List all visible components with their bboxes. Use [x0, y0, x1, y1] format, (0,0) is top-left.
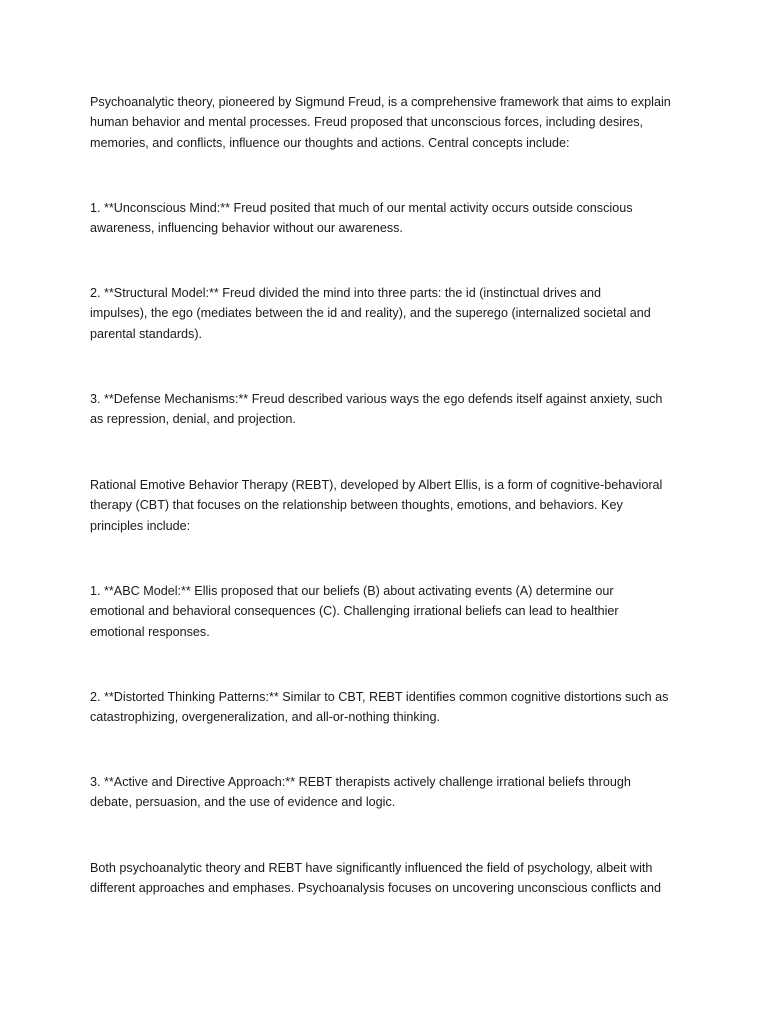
paragraph-unconscious-mind [90, 198, 690, 239]
text-line: emotional and behavioral consequences (C). Challenging irrational beliefs can lead to healthier [90, 604, 619, 619]
text-line: 2. **Structural Model:** Freud divided the mind into three parts: the id (instinctual drives and [90, 286, 602, 300]
text-line: therapy (CBT) that focuses on the relationship between thoughts, emotions, and behaviors. Key [90, 498, 623, 513]
paragraph-rebt-intro [90, 475, 690, 536]
paragraph-conclusion [90, 858, 690, 899]
text-line: 3. **Active and Directive Approach:** REBT therapists actively challenge irrational beliefs through [90, 775, 631, 789]
paragraph-distorted-thinking [90, 687, 690, 728]
paragraph-abc-model [90, 581, 690, 642]
text-line: 3. **Defense Mechanisms:** Freud described various ways the ego defends itself against anxiety, such [90, 392, 663, 406]
text-line: debate, persuasion, and the use of evidence and logic. [90, 795, 396, 810]
paragraph-active-directive [90, 772, 690, 813]
paragraph-structural-model [90, 283, 690, 344]
text-line: awareness, influencing behavior without our awareness. [90, 221, 403, 236]
text-line: different approaches and emphases. Psychoanalysis focuses on uncovering unconscious conflicts and [90, 881, 662, 896]
text-line: parental standards). [90, 326, 203, 341]
text-line: Rational Emotive Behavior Therapy (REBT), developed by Albert Ellis, is a form of cognitive-behavioral [90, 478, 663, 492]
text-line: Psychoanalytic theory, pioneered by Sigmund Freud, is a comprehensive framework that aims to explain [90, 95, 671, 109]
paragraph-psychoanalytic-intro [90, 92, 690, 153]
paragraph-defense-mechanisms [90, 389, 690, 430]
text-line: 2. **Distorted Thinking Patterns:** Similar to CBT, REBT identifies common cognitive distortions such as [90, 690, 669, 704]
text-line: catastrophizing, overgeneralization, and all-or-nothing thinking. [90, 710, 441, 725]
text-line: principles include: [90, 518, 191, 533]
text-line: 1. **Unconscious Mind:** Freud posited that much of our mental activity occurs outside conscious [90, 201, 633, 215]
text-line: human behavior and mental processes. Freud proposed that unconscious forces, including desires, [90, 115, 644, 130]
text-line: as repression, denial, and projection. [90, 412, 296, 427]
text-line: emotional responses. [90, 624, 210, 639]
text-line: 1. **ABC Model:** Ellis proposed that our beliefs (B) about activating events (A) determine our [90, 584, 614, 598]
text-line: impulses), the ego (mediates between the id and reality), and the superego (internalized societal and [90, 306, 651, 321]
text-line: memories, and conflicts, influence our thoughts and actions. Central concepts include: [90, 135, 570, 150]
text-line: Both psychoanalytic theory and REBT have significantly influenced the field of psychology, albeit with [90, 861, 653, 875]
